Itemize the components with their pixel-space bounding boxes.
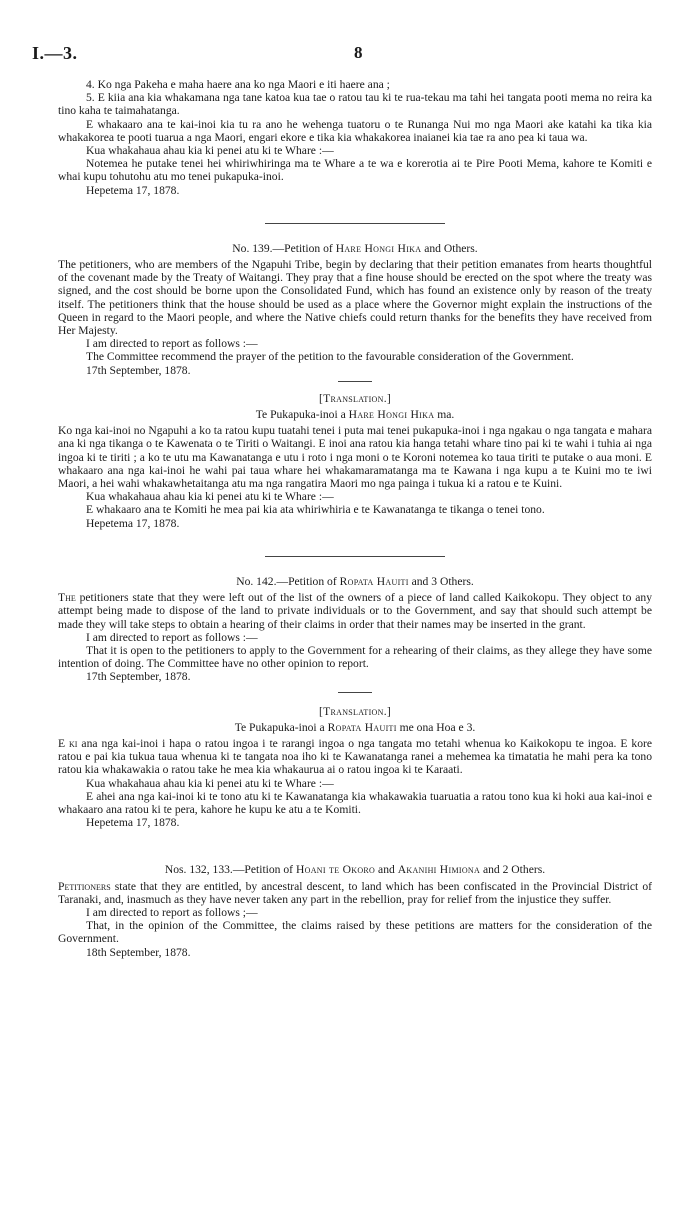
intro-section <box>58 78 652 197</box>
translation-date: Hepetema 17, 1878. <box>86 516 180 530</box>
report-date: 18th September, 1878. <box>86 945 191 959</box>
petition-132-133 <box>58 863 652 958</box>
translation-petitioner-name: Hare Hongi Hika <box>348 408 435 422</box>
translation-first-word: E ki <box>58 736 78 750</box>
list-item-4: 4. Ko nga Pakeha e maha haere ana ko nga Maori e iti haere ana ; <box>86 78 390 91</box>
committee-report: That it is open to the petitioners to apply to the Government for a rehearing of their claims, as they allege they have some intention of doing. The Committee have no other opinion to report. <box>58 643 652 671</box>
report-date: 17th September, 1878. <box>86 363 191 377</box>
petitioner-name-1: Hoani te Okoro <box>295 863 376 877</box>
translation-label-text: [Translation.] <box>318 704 392 718</box>
petition-142 <box>58 575 652 829</box>
body-text: state that they are entitled, by ancestral descent, to land which has been confiscated in the Provincial District of Taranaki, and, inasmuch as they have never taken any part in the rebellion, pray for relief from the injustice they suffer. <box>58 879 652 906</box>
petition-139 <box>58 242 652 530</box>
body-first-word: Petitioners <box>58 879 111 893</box>
intro-direction: Kua whakahaua ahau kia ki penei atu ki te Whare :— <box>86 144 334 158</box>
intro-report: Notemea he putake tenei hei whiriwhiringa ma te Whare a te wa e korerotia ai te Pire Pooti Mema, kahore te Komiti e whai kupu tohutohu atu mo tenei pukapuka-inoi. <box>58 157 652 184</box>
translation-report: E whakaaro ana te Komiti he mea pai kia ata whiriwhiria e te Kawanatanga te tikanga o tenei tono. <box>86 503 545 517</box>
translation-petitioner-name: Ropata Hauiti <box>327 720 397 734</box>
title-suffix: and Others. <box>424 241 478 255</box>
title-suffix: and 3 Others. <box>411 574 474 588</box>
committee-report: The Committee recommend the prayer of the petition to the favourable consideration of the Government. <box>86 350 574 364</box>
petitioner-name: Hare Hongi Hika <box>335 241 422 255</box>
translation-title-suffix: ma. <box>437 408 455 422</box>
petition-body <box>58 880 652 906</box>
translation-label <box>58 705 652 718</box>
petitioner-name: Ropata Hauiti <box>339 574 409 588</box>
translation-report: E ahei ana nga kai-inoi ki te tono atu ki te Kawanatanga kia whakawakia tuaruatia a ratou tono kua ki hoki aua kai-inoi e whakaaro ana ratou ki te pera, kahore he kupu ke atu a te Komiti. <box>58 789 652 816</box>
translation-date: Hepetema 17, 1878. <box>86 816 180 830</box>
report-direction: I am directed to report as follows :— <box>86 337 258 351</box>
translation-direction: Kua whakahaua ahau kia ki penei atu ki te Whare :— <box>86 490 334 504</box>
translation-body <box>58 737 652 777</box>
report-direction: I am directed to report as follows ;— <box>86 905 258 919</box>
title-prefix: Nos. 132, 133.—Petition of <box>164 863 294 877</box>
page-content <box>58 78 652 959</box>
translation-title <box>58 721 652 734</box>
translation-title-suffix: me ona Hoa e 3. <box>399 720 476 734</box>
petition-title <box>58 863 652 876</box>
committee-report: That, in the opinion of the Committee, the claims raised by these petitions are matters for the consideration of the Government. <box>58 919 652 946</box>
petition-body <box>58 591 652 631</box>
report-date: 17th September, 1878. <box>86 670 191 684</box>
title-and: and <box>378 863 395 877</box>
page-reference: I.—3. <box>32 43 78 63</box>
petition-title <box>58 242 652 255</box>
translation-label-text: [Translation.] <box>318 391 392 405</box>
translation-direction: Kua whakahaua ahau kia ki penei atu ki te Whare :— <box>86 776 334 790</box>
translation-label <box>58 392 652 405</box>
list-item-5: 5. E kiia ana kia whakamana nga tane katoa kua tae o ratou tau ki te rua-tekau ma tahi hei tangata pooti mema no reira ka tino kaha te taimahatanga. <box>58 91 652 118</box>
translation-title <box>58 408 652 421</box>
page-header <box>32 43 668 65</box>
translation-title-prefix: Te Pukapuka-inoi a <box>234 720 325 734</box>
petition-title <box>58 575 652 588</box>
title-prefix: No. 139.—Petition of <box>232 241 333 255</box>
body-first-word: The <box>58 591 76 605</box>
intro-paragraph: E whakaaro ana te kai-inoi kia tu ra ano he wehenga tuatoru o te Runanga Nui mo nga Maori ake katahi ka tika kia whakakorea te pooti tuarua a nga Maori, engari ekore e tika kia whakakorea inaianei kia tae ra ano pea ki taua wa. <box>58 117 652 144</box>
petition-body: The petitioners, who are members of the Ngapuhi Tribe, begin by declaring that their petition emanates from hearts thoughtful of the covenant made by the Treaty of Waitangi. They pray that a fine house should be erected on the spot where the treaty was signed, and the cost should be borne upon the Consolidated Fund, which has found an existence only by reason of the treaty itself. The petitioners think that the house should be used as a place where the Governor might explain the instructions of the Queen in regard to the Maori people, and where the Native chiefs could return thanks for the benefits they have received from Her Majesty. <box>58 258 652 338</box>
body-text: petitioners state that they were left out of the list of the owners of a piece of land called Kaikokopu. They object to any attempt being made to dispose of the land to private individuals or to the Government, and say that should such attempt be made they will take steps to obtain a hearing of their claims in order that their names may be inserted in the grant. <box>58 591 652 631</box>
translation-title-prefix: Te Pukapuka-inoi a <box>255 408 346 422</box>
title-suffix: and 2 Others. <box>482 863 546 877</box>
report-direction: I am directed to report as follows :— <box>86 630 258 644</box>
translation-body: Ko nga kai-inoi no Ngapuhi a ko ta ratou kupu tuatahi tenei i puta mai tenei pukapuka-inoi i nga ngakau o nga tangata e mahara ana ki nga tikanga o te Kawenata o te Tiriti o Waitangi. E inoi ana ratou kia hanga tetahi whare tino pai ki te wahi i tuhia ai nga ingoa ki te tiriti ; a ko te utu ma Kawanatanga e utu i roto i nga moni o te Koroni notemea ko taua tiriti te putake o aua moni. E whakaaro ana nga kai-inoi he wahi pai taua whare hei whakamaramatanga ma te Kawana i nga kupu a te Kuini mo te iwi Maori, a hei wahi whakawhetaitanga atu ma nga rangatira Maori mo nga painga i tukua ki a ratou e te Kuini. <box>58 424 652 491</box>
petitioner-name-2: Akanihi Himiona <box>397 863 481 877</box>
translation-body-text: ana nga kai-inoi i hapa o ratou ingoa i te rarangi ingoa o nga tangata mo tetahi whenua ko Kaikokopu te ingoa. E kore ratou e pai kia tukua taua whenua ki te tangata noa iho ki te Kawanatanga ranei a mehemea ka timatatia he mahi pera ka tono ratou kia whakawakia o ratou take he mea kia whakaurua ai o ratou ingoa ki te Karaati. <box>58 736 653 777</box>
page-number: 8 <box>354 43 363 62</box>
title-prefix: No. 142.—Petition of <box>236 574 337 588</box>
intro-date: Hepetema 17, 1878. <box>86 183 180 197</box>
